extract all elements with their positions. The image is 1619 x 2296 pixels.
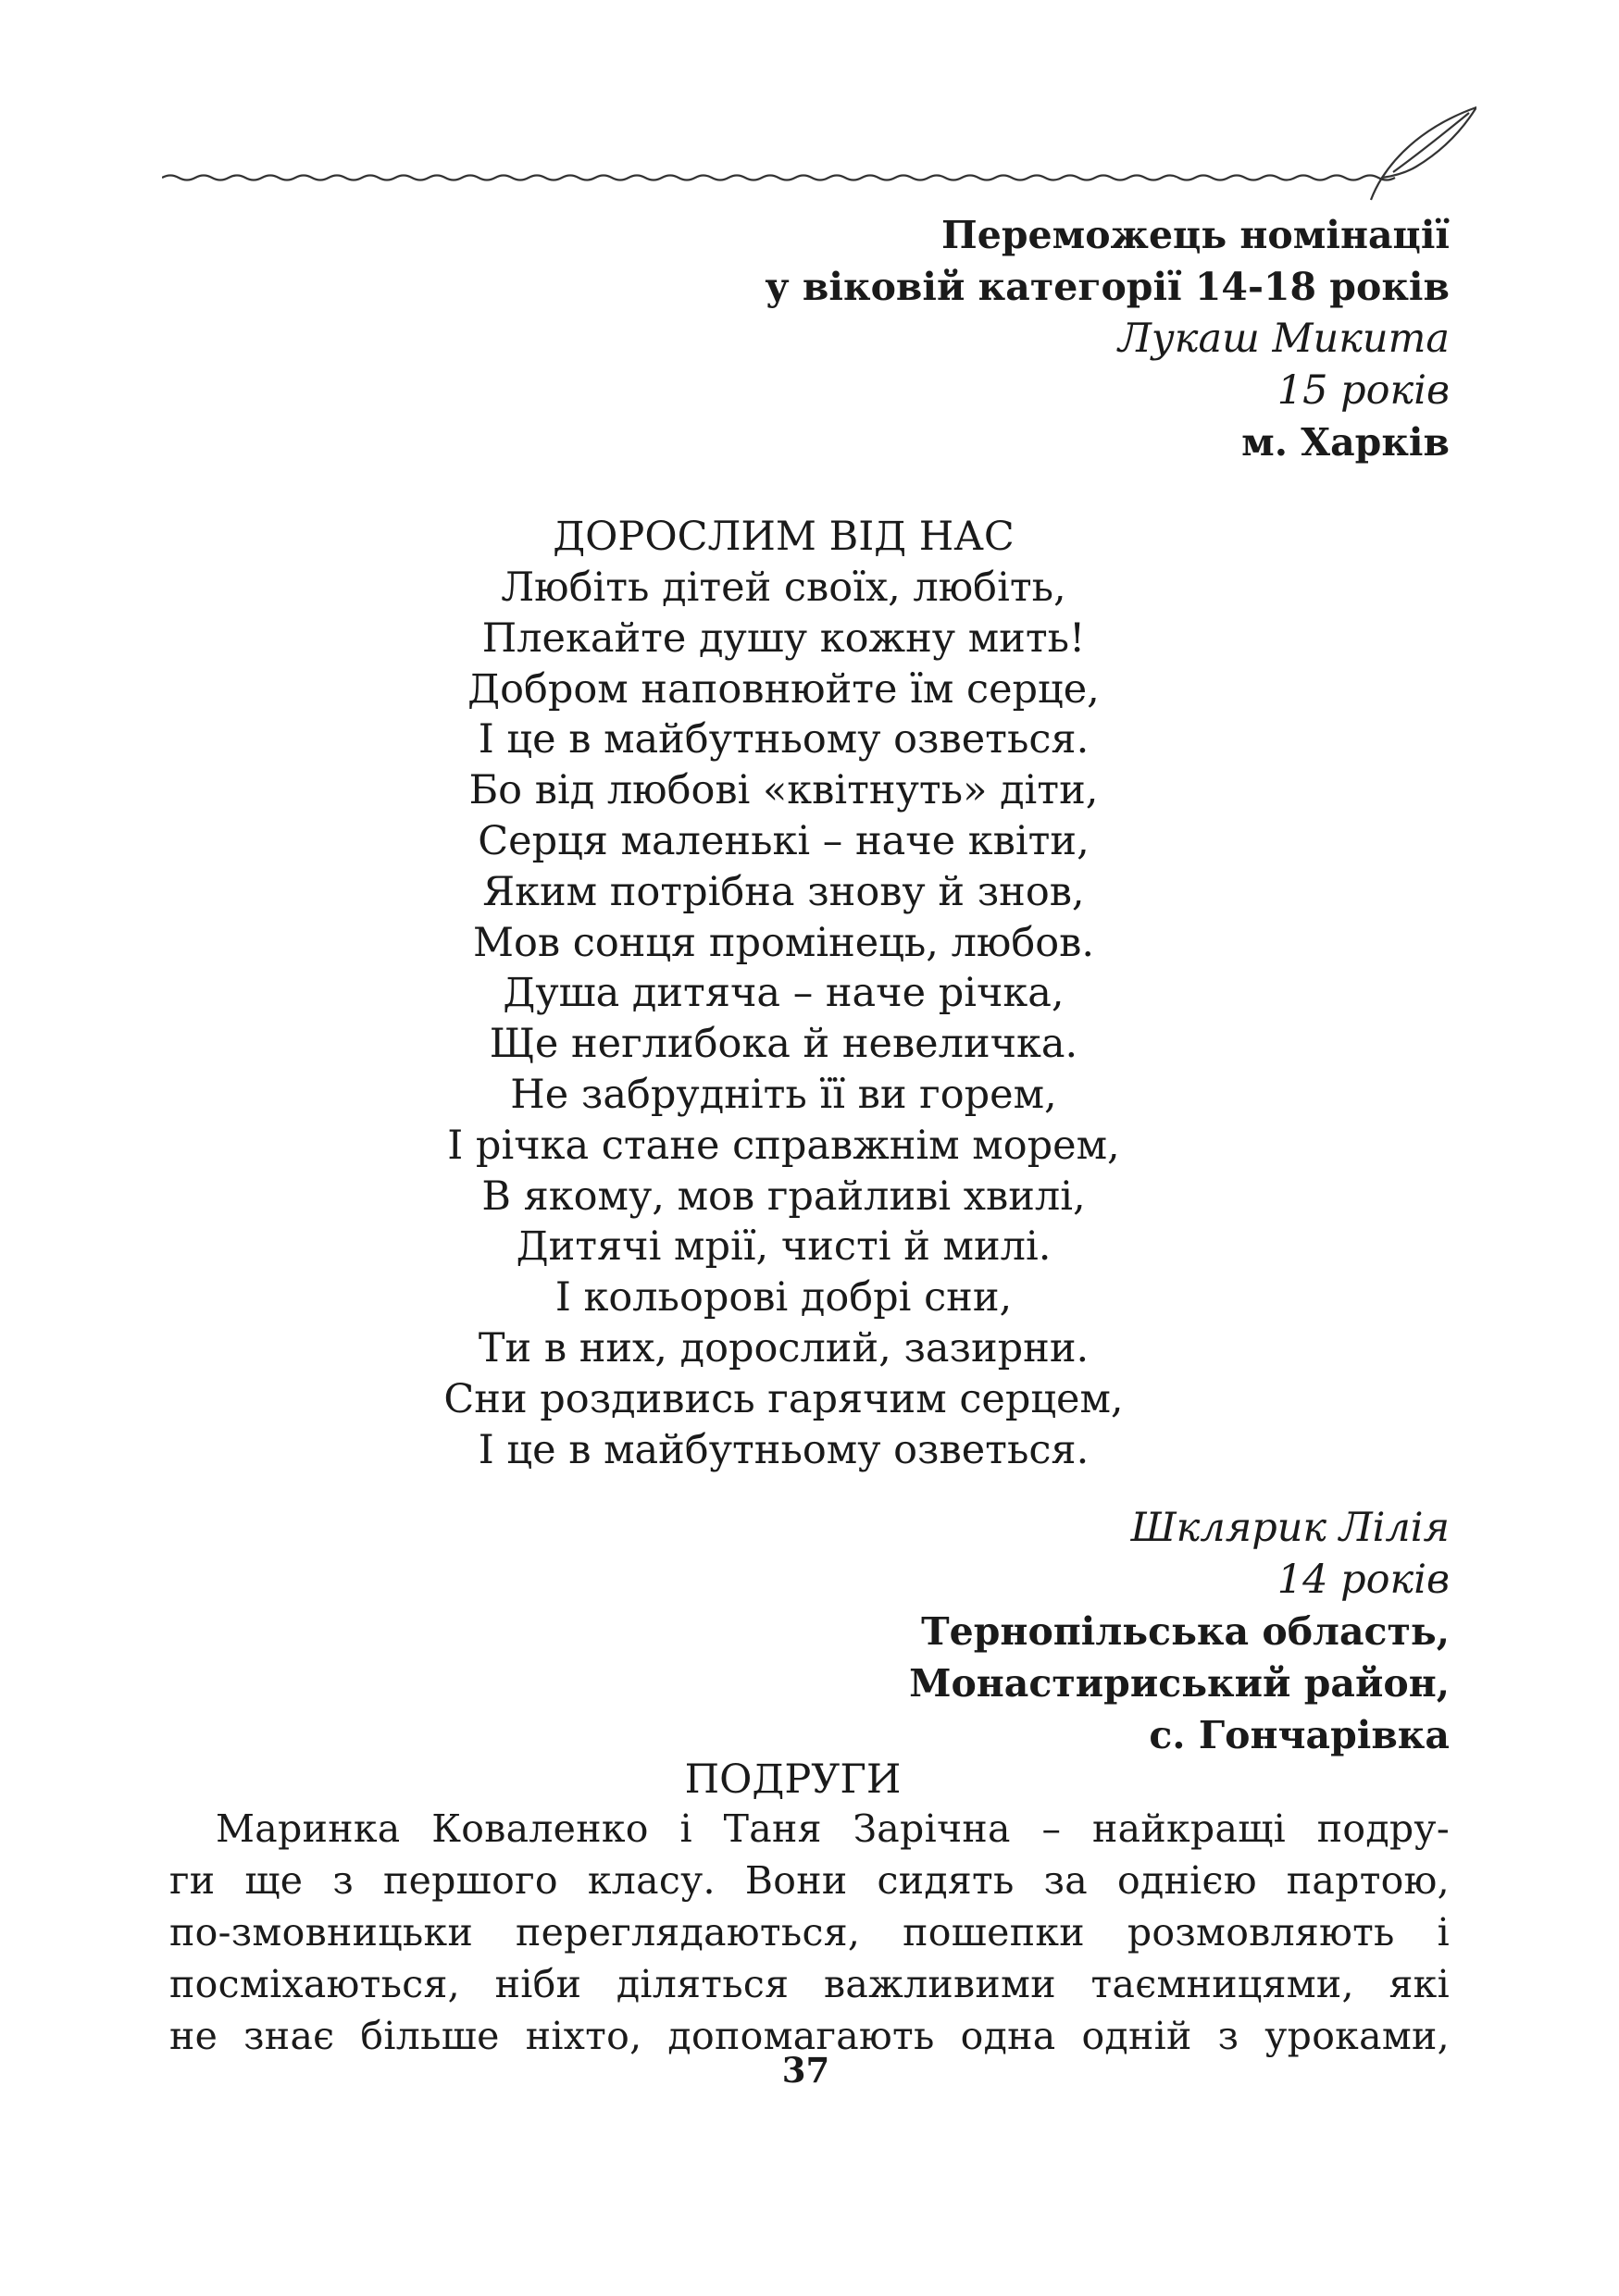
poem-line: Серця маленькі – наче квіти, <box>478 817 1090 864</box>
story-line: посміхаються, ніби діляться важливими таємницями, які <box>169 1962 1450 2006</box>
author-region: Тернопільська область, <box>921 1609 1450 1654</box>
author-name: Шклярик Лілія <box>1130 1505 1450 1551</box>
poem-line: І це в майбутньому озветься. <box>478 1426 1090 1473</box>
poem-line: Мов сонця промінець, любов. <box>472 919 1095 966</box>
author-info <box>909 1502 1450 1761</box>
wavy-line-with-quill-icon <box>162 102 1476 204</box>
story-line: ги ще з першого класу. Вони сидять за однією партою, <box>169 1858 1450 1903</box>
poem-line: І кольорові добрі сни, <box>554 1274 1013 1322</box>
story-line: Маринка Коваленко і Таня Зарічна – найкращі подру- <box>216 1806 1450 1851</box>
winner-info <box>765 209 1450 468</box>
poem-line: Душа дитяча – наче річка, <box>503 970 1065 1017</box>
author-age: 15 років <box>1277 367 1450 414</box>
poem-line: Не забрудніть її ви горем, <box>510 1071 1057 1118</box>
poem-body <box>0 563 1593 1475</box>
poem-title: ДОРОСЛИМ ВІД НАС <box>553 514 1015 560</box>
poem-line: Добром наповнюйте їм серце, <box>467 665 1100 713</box>
poem-line: Сни роздивись гарячим серцем, <box>443 1375 1124 1422</box>
author-age: 14 років <box>1277 1557 1450 1603</box>
poem-line: Ти в них, дорослий, зазирни. <box>478 1324 1090 1371</box>
author-district: Монастириський район, <box>909 1661 1450 1706</box>
author-village: с. Гончарівка <box>1149 1713 1450 1757</box>
author-city: м. Харків <box>1241 420 1450 465</box>
story-line: по-змовницьки переглядаються, пошепки розмовляють і <box>169 1910 1450 1955</box>
poem-line: В якому, мов грайливі хвилі, <box>481 1173 1086 1220</box>
poem-line: І річка стане справжнім морем, <box>447 1122 1120 1169</box>
poem-line: І це в майбутньому озветься. <box>478 716 1090 763</box>
page-number: 37 <box>781 2050 830 2091</box>
age-category: у віковій категорії 14-18 років <box>765 265 1450 309</box>
story-title: ПОДРУГИ <box>684 1756 902 1803</box>
nomination-label: Переможець номінації <box>941 213 1450 257</box>
poem <box>0 511 1593 1475</box>
story-body <box>169 1803 1450 2062</box>
story-line: не знає більше ніхто, допомагають одна одній з уроками, <box>169 2014 1450 2058</box>
poem-line: Ще неглибока й невеличка. <box>489 1021 1078 1068</box>
poem-line: Бо від любові «квітнуть» діти, <box>468 767 1099 814</box>
poem-line: Любіть дітей своїх, любіть, <box>501 565 1066 611</box>
poem-line: Плекайте душу кожну мить! <box>481 614 1086 662</box>
poem-line: Яким потрібна знову й знов, <box>482 868 1085 915</box>
author-name: Лукаш Микита <box>1117 316 1450 362</box>
poem-line: Дитячі мрії, чисті й милі. <box>516 1223 1052 1271</box>
